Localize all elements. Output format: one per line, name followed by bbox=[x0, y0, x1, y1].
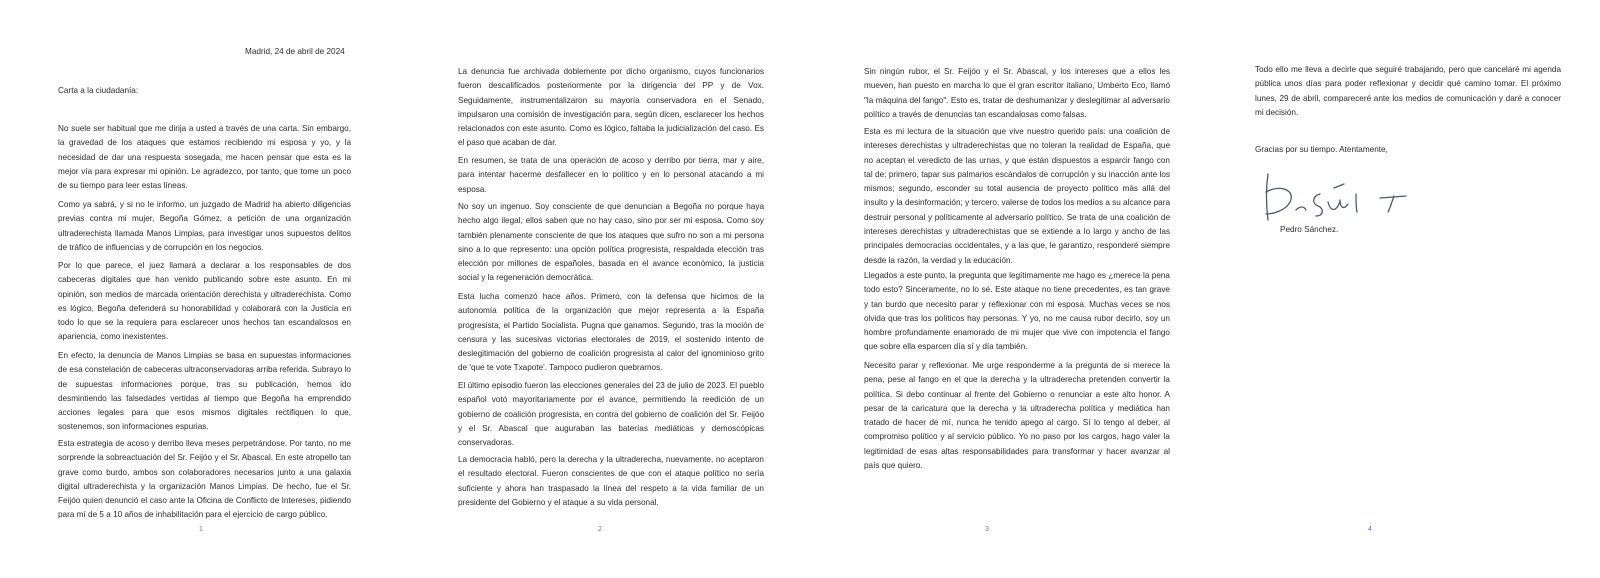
page-number: 3 bbox=[985, 526, 989, 533]
salutation: Carta a la ciudadanía: bbox=[58, 86, 139, 95]
paragraph: No soy un ingenuo. Soy consciente de que denuncian a Begoña no porque haya hecho algo ilegal, ellos saben que no hay caso, sino por ser mi esposa. Como soy también plenamente consciente de que los ataques que sufro no son a mi persona sino a lo que represento: una opción política progresista, respaldada elección tras elección por millones de españoles, basada en el avance económico, la justicia social y la regeneración democrática. bbox=[458, 202, 764, 283]
paragraph: No suele ser habitual que me dirija a usted a través de una carta. Sin embargo, la gravedad de los ataques que estamos recibiendo mi esposa y yo, y la necesidad de dar una respuesta sosegada, me hacen pensar que esta es la mejor vía para expresar mi opinión. Le agradezco, por tanto, que tome un poco de su tiempo para leer estas líneas. bbox=[58, 124, 351, 191]
paragraph: La democracia habló, pero la derecha y la ultraderecha, nuevamente, no aceptaron el resultado electoral. Fueron conscientes de que con el ataque político no sería suficiente y ahora han traspasado la línea del respeto a la vida familiar de un presidente del Gobierno y el ataque a su vida personal. bbox=[458, 455, 764, 507]
paragraph: En efecto, la denuncia de Manos Limpias se basa en supuestas informaciones de esa constelación de cabeceras ultraconservadoras arriba referida. Subrayo lo de supuestas informaciones porque, tras su publicación, hemos ido desmintiendo las falsedades vertidas al tiempo que Begoña ha emprendido acciones legales para que esos mismos digitales rectifiquen lo que, sostenemos, son informaciones espurias. bbox=[58, 351, 351, 432]
paragraph: El último episodio fueron las elecciones generales del 23 de julio de 2023. El pueblo español votó mayoritariamente por el avance, permitiendo la reedición de un gobierno de coalición progresista, en contra del gobierno de coalición del Sr. Feijóo y el Sr. Abascal que auguraban las baterías mediáticas y demoscópicas conservadoras. bbox=[458, 381, 764, 448]
letter-page-2 bbox=[400, 0, 800, 578]
page-number: 4 bbox=[1368, 526, 1372, 533]
paragraph: La denuncia fue archivada doblemente por dicho organismo, cuyos funcionarios fueron descalificados posteriormente por la dirigencia del PP y de Vox. Seguidamente, instrumentalizaron su mayoría conservadora en el Senado, impulsaron una comisión de investigación para, según dicen, esclarecer los hechos relacionados con este asunto. Como es lógico, faltaba la judicialización del caso. Es el paso que acaban de dar. bbox=[458, 67, 764, 148]
paragraph: Llegados a este punto, la pregunta que legítimamente me hago es ¿merece la pena todo esto? Sinceramente, no lo sé. Este ataque no tiene precedentes, es tan grave y tan burdo que necesito parar y reflexionar con mi esposa. Muchas veces se nos olvida que tras los políticos hay personas. Y yo, no me causa rubor decirlo, soy un hombre profundamente enamorado de mi mujer que vive con impotencia el fango que sobre ella esparcen día sí y día también. bbox=[864, 271, 1170, 352]
paragraph: Esta estrategia de acoso y derribo lleva meses perpetrándose. Por tanto, no me sorprende la sobreactuación del Sr. Feijóo y el Sr. Abascal. En este atropello tan grave como burdo, ambos son colaboradores necesarios junto a una galaxia digital ultraderechista y la organización Manos Limpias. De hecho, fue el Sr. Feijóo quien denunció el caso ante la Oficina de Conflicto de Intereses, pidiendo para mí de 5 a 10 años de inhabilitación para el ejercicio de cargo público. bbox=[58, 439, 351, 520]
paragraph: Esta lucha comenzó hace años. Primero, con la defensa que hicimos de la autonomía política de la organización que mejor representa a la España progresista, el Partido Socialista. Pugna que ganamos. Segundo, tras la moción de censura y las sucesivas victorias electorales de 2019, el sostenido intento de deslegitimación del gobierno de coalición progresista al calor del ignominioso grito de 'que te vote Txapote'. Tampoco pudieron quebrarnos. bbox=[458, 292, 764, 373]
letter-page-4 bbox=[1200, 0, 1600, 578]
handwritten-signature bbox=[1260, 170, 1410, 226]
letter-date: Madrid, 24 de abril de 2024 bbox=[245, 47, 345, 56]
signature-name: Pedro Sánchez. bbox=[1280, 225, 1339, 234]
paragraph: Esta es mi lectura de la situación que vive nuestro querido país: una coalición de intereses derechistas y ultraderechistas que no toleran la realidad de España, que no aceptan el veredicto de las urnas, y que están dispuestos a esparcir fango con tal de: primero, tapar sus palmarios escándalos de corrupción y su inacción ante los mismos; segundo, esconder su total ausencia de proyecto político más allá del insulto y la desinformación; y tercero, valerse de todos los medios a su alcance para destruir personal y políticamente al adversario político. Se trata de una coalición de intereses derechistas y ultraderechistas que se extiende a lo largo y ancho de las principales democracias occidentales, y a las que, le garantizo, responderé siempre desde la razón, la verdad y la educación. bbox=[864, 127, 1170, 265]
page-number: 1 bbox=[199, 526, 203, 533]
paragraph: Necesito parar y reflexionar. Me urge responderme a la pregunta de si merece la pena, pese al fango en el que la derecha y la ultraderecha pretenden convertir la política. Si debo continuar al frente del Gobierno o renunciar a este alto honor. A pesar de la caricatura que la derecha y la ultraderecha política y mediática han tratado de hacer de mí, nunca he tenido apego al cargo. Sí lo tengo al deber, al compromiso político y al servicio público. Yo no paso por los cargos, hago valer la legitimidad de esas altas responsabilidades para transformar y hacer avanzar al país que quiero. bbox=[864, 361, 1170, 471]
letter-page-3 bbox=[800, 0, 1200, 578]
page-number: 2 bbox=[598, 526, 602, 533]
paragraph: Sin ningún rubor, el Sr. Feijóo y el Sr. Abascal, y los intereses que a ellos les mueven, han puesto en marcha lo que el gran escritor italiano, Umberto Eco, llamó "la máquina del fango". Esto es, tratar de deshumanizar y deslegitimar al adversario político a través de denuncias tan escandalosas como falsas. bbox=[864, 67, 1170, 119]
paragraph: Todo ello me lleva a decirle que seguiré trabajando, pero que cancelaré mi agenda pública unos días para poder reflexionar y decidir qué camino tomar. El próximo lunes, 29 de abril, compareceré ante los medios de comunicación y daré a conocer mi decisión. bbox=[1255, 65, 1561, 117]
paragraph: Como ya sabrá, y si no le informo, un juzgado de Madrid ha abierto diligencias previas contra mi mujer, Begoña Gómez, a petición de una organización ultraderechista llamada Manos Limpias, para investigar unos supuestos delitos de tráfico de influencias y de corrupción en los negocios. bbox=[58, 200, 351, 252]
paragraph: En resumen, se trata de una operación de acoso y derribo por tierra, mar y aire, para intentar hacerme desfallecer en lo político y en lo personal atacando a mi esposa. bbox=[458, 156, 764, 194]
paragraph: Por lo que parece, el juez llamará a declarar a los responsables de dos cabeceras digitales que han venido publicando sobre este asunto. En mi opinión, son medios de marcada orientación derechista y ultraderechista. Como es lógico, Begoña defenderá su honorabilidad y colaborará con la Justicia en todo lo que se la requiera para esclarecer unos hechos tan escandalosos en apariencia, como inexistentes. bbox=[58, 261, 351, 342]
letter-page-1 bbox=[0, 0, 400, 578]
closing-line: Gracias por su tiempo. Atentamente, bbox=[1255, 145, 1388, 154]
